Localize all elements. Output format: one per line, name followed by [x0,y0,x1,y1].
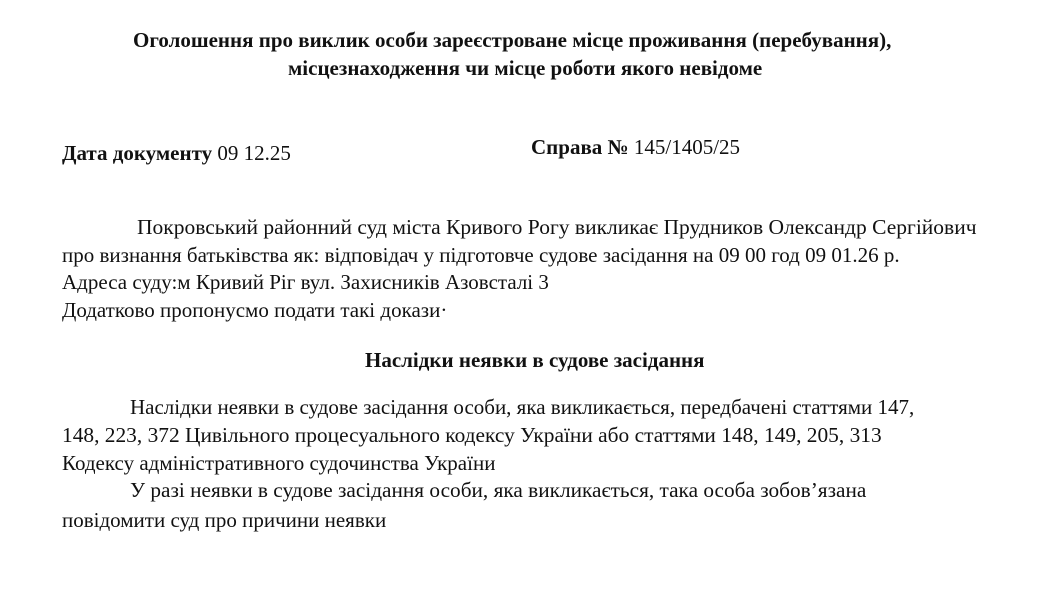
consequences-para2-line1: У разі неявки в судове засідання особи, яка викликається, така особа зобов’язана [130,478,867,502]
document-date-value: 09 12.25 [217,141,291,165]
consequences-para1-line1: Наслідки неявки в судове засідання особи, яка викликається, передбачені статтями 147, [130,395,915,419]
case-number-value: 145/1405/25 [633,135,741,159]
consequences-para1-line3: Кодексу адміністративного судочинства України [62,451,496,475]
document-date [62,143,291,164]
document-title-line-1: Оголошення про виклик особи зареєстроване місце проживання (перебування), [133,28,892,52]
document-date-label: Дата документу [62,141,213,165]
case-number-label: Справа № [531,135,629,159]
notice-line-1: Покровський районний суд міста Кривого Рогу викликає Прудников Олександр Сергійович [137,215,977,239]
consequences-para2-line2: повідомити суд про причини неявки [62,508,387,532]
notice-line-2: про визнання батьківства як: відповідач у підготовче судове засідання на 09 00 год 09 01.26 р. [62,243,900,267]
court-address: Адреса суду:м Кривий Ріг вул. Захисників Азовсталі 3 [62,270,549,294]
evidence-request: Додатково пропонусмо подати такі докази· [62,298,448,322]
consequences-heading: Наслідки неявки в судове засідання [365,348,705,372]
consequences-para1-line2: 148, 223, 372 Цивільного процесуального кодексу України або статтями 148, 149, 205, 313 [62,423,882,447]
document-title-line-2: місцезнаходження чи місце роботи якого невідоме [288,56,763,80]
case-number [531,137,740,158]
